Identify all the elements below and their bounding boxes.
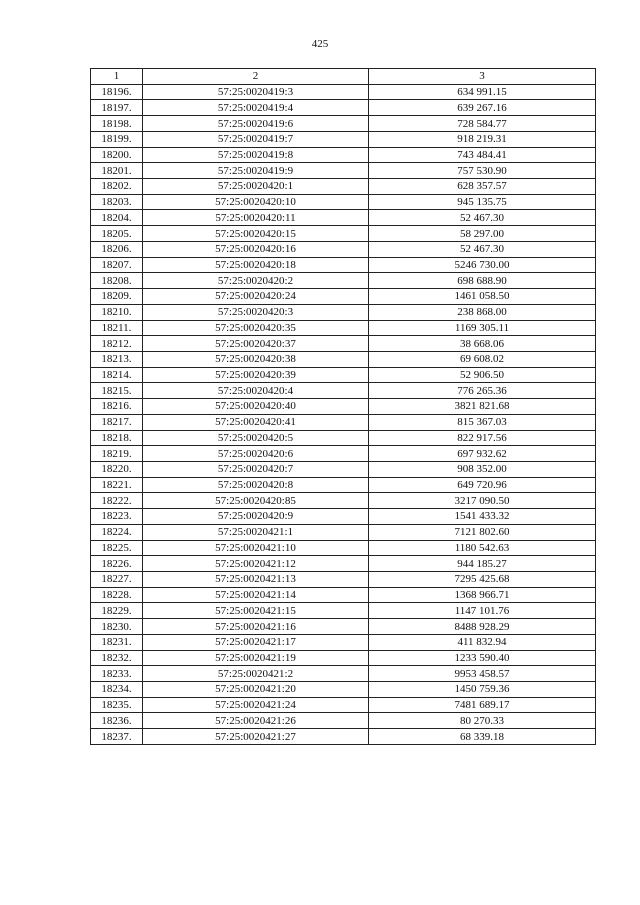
row-number-cell: 18199.: [91, 131, 143, 147]
table-row: [91, 336, 596, 352]
cadastral-number-cell: 57:25:0020420:37: [143, 336, 369, 352]
row-number-cell: 18216.: [91, 399, 143, 415]
value-cell: 58 297.00: [369, 226, 596, 242]
row-number-cell: 18207.: [91, 257, 143, 273]
table-row: [91, 634, 596, 650]
row-number-cell: 18234.: [91, 682, 143, 698]
value-cell: 52 467.30: [369, 241, 596, 257]
table-row: [91, 194, 596, 210]
table-row: [91, 430, 596, 446]
row-number-cell: 18215.: [91, 383, 143, 399]
row-number-cell: 18228.: [91, 587, 143, 603]
row-number-cell: 18219.: [91, 446, 143, 462]
cadastral-number-cell: 57:25:0020421:27: [143, 729, 369, 745]
table-row: [91, 100, 596, 116]
table-row: [91, 257, 596, 273]
table-row: [91, 446, 596, 462]
row-number-cell: 18227.: [91, 572, 143, 588]
value-cell: 411 832.94: [369, 634, 596, 650]
value-cell: 5246 730.00: [369, 257, 596, 273]
value-cell: 8488 928.29: [369, 619, 596, 635]
cadastral-number-cell: 57:25:0020421:19: [143, 650, 369, 666]
row-number-cell: 18220.: [91, 461, 143, 477]
table-row: [91, 179, 596, 195]
cadastral-number-cell: 57:25:0020421:14: [143, 587, 369, 603]
value-cell: 7121 802.60: [369, 524, 596, 540]
table-row: [91, 147, 596, 163]
value-cell: 52 906.50: [369, 367, 596, 383]
table-row: [91, 131, 596, 147]
cadastral-number-cell: 57:25:0020420:1: [143, 179, 369, 195]
row-number-cell: 18231.: [91, 634, 143, 650]
table-row: [91, 572, 596, 588]
table-row: [91, 477, 596, 493]
row-number-cell: 18197.: [91, 100, 143, 116]
value-cell: 80 270.33: [369, 713, 596, 729]
cadastral-number-cell: 57:25:0020421:1: [143, 524, 369, 540]
table-row: [91, 289, 596, 305]
table-row: [91, 116, 596, 132]
row-number-cell: 18205.: [91, 226, 143, 242]
value-cell: 38 668.06: [369, 336, 596, 352]
value-cell: 639 267.16: [369, 100, 596, 116]
row-number-cell: 18196.: [91, 84, 143, 100]
cadastral-number-cell: 57:25:0020420:85: [143, 493, 369, 509]
row-number-cell: 18232.: [91, 650, 143, 666]
cadastral-number-cell: 57:25:0020421:2: [143, 666, 369, 682]
value-cell: 1233 590.40: [369, 650, 596, 666]
table-row: [91, 682, 596, 698]
table-row: [91, 509, 596, 525]
cadastral-number-cell: 57:25:0020420:6: [143, 446, 369, 462]
row-number-cell: 18202.: [91, 179, 143, 195]
cadastral-number-cell: 57:25:0020421:10: [143, 540, 369, 556]
table-row: [91, 414, 596, 430]
table-row: [91, 241, 596, 257]
cadastral-number-cell: 57:25:0020420:38: [143, 351, 369, 367]
row-number-cell: 18218.: [91, 430, 143, 446]
cadastral-number-cell: 57:25:0020420:2: [143, 273, 369, 289]
table-row: [91, 729, 596, 745]
table-row: [91, 493, 596, 509]
cadastral-number-cell: 57:25:0020420:18: [143, 257, 369, 273]
value-cell: 697 932.62: [369, 446, 596, 462]
table-row: [91, 163, 596, 179]
value-cell: 908 352.00: [369, 461, 596, 477]
value-cell: 1541 433.32: [369, 509, 596, 525]
table-row: [91, 367, 596, 383]
row-number-cell: 18211.: [91, 320, 143, 336]
table-row: [91, 524, 596, 540]
value-cell: 628 357.57: [369, 179, 596, 195]
value-cell: 634 991.15: [369, 84, 596, 100]
value-cell: 698 688.90: [369, 273, 596, 289]
table-row: [91, 210, 596, 226]
value-cell: 649 720.96: [369, 477, 596, 493]
column-header-2: 2: [143, 69, 369, 85]
cadastral-number-cell: 57:25:0020421:26: [143, 713, 369, 729]
row-number-cell: 18225.: [91, 540, 143, 556]
cadastral-number-cell: 57:25:0020419:4: [143, 100, 369, 116]
row-number-cell: 18221.: [91, 477, 143, 493]
row-number-cell: 18209.: [91, 289, 143, 305]
cadastral-number-cell: 57:25:0020420:24: [143, 289, 369, 305]
value-cell: 1450 759.36: [369, 682, 596, 698]
value-cell: 918 219.31: [369, 131, 596, 147]
value-cell: 69 608.02: [369, 351, 596, 367]
table-row: [91, 351, 596, 367]
row-number-cell: 18198.: [91, 116, 143, 132]
row-number-cell: 18233.: [91, 666, 143, 682]
cadastral-number-cell: 57:25:0020421:24: [143, 697, 369, 713]
cadastral-number-cell: 57:25:0020420:41: [143, 414, 369, 430]
cadastral-number-cell: 57:25:0020419:6: [143, 116, 369, 132]
cadastral-value-table: [90, 68, 596, 745]
cadastral-number-cell: 57:25:0020420:10: [143, 194, 369, 210]
row-number-cell: 18226.: [91, 556, 143, 572]
table-row: [91, 383, 596, 399]
cadastral-number-cell: 57:25:0020421:16: [143, 619, 369, 635]
row-number-cell: 18230.: [91, 619, 143, 635]
value-cell: 1147 101.76: [369, 603, 596, 619]
table-row: [91, 84, 596, 100]
value-cell: 1461 058.50: [369, 289, 596, 305]
row-number-cell: 18203.: [91, 194, 143, 210]
row-number-cell: 18229.: [91, 603, 143, 619]
table-row: [91, 273, 596, 289]
value-cell: 3821 821.68: [369, 399, 596, 415]
cadastral-number-cell: 57:25:0020421:13: [143, 572, 369, 588]
table-row: [91, 540, 596, 556]
row-number-cell: 18222.: [91, 493, 143, 509]
cadastral-number-cell: 57:25:0020420:16: [143, 241, 369, 257]
cadastral-number-cell: 57:25:0020421:17: [143, 634, 369, 650]
value-cell: 68 339.18: [369, 729, 596, 745]
row-number-cell: 18206.: [91, 241, 143, 257]
value-cell: 52 467.30: [369, 210, 596, 226]
value-cell: 815 367.03: [369, 414, 596, 430]
row-number-cell: 18200.: [91, 147, 143, 163]
column-header-3: 3: [369, 69, 596, 85]
table-row: [91, 320, 596, 336]
row-number-cell: 18235.: [91, 697, 143, 713]
cadastral-number-cell: 57:25:0020421:12: [143, 556, 369, 572]
value-cell: 1169 305.11: [369, 320, 596, 336]
value-cell: 728 584.77: [369, 116, 596, 132]
cadastral-number-cell: 57:25:0020420:5: [143, 430, 369, 446]
value-cell: 9953 458.57: [369, 666, 596, 682]
value-cell: 822 917.56: [369, 430, 596, 446]
value-cell: 1180 542.63: [369, 540, 596, 556]
cadastral-number-cell: 57:25:0020421:20: [143, 682, 369, 698]
table-row: [91, 226, 596, 242]
cadastral-number-cell: 57:25:0020420:39: [143, 367, 369, 383]
row-number-cell: 18212.: [91, 336, 143, 352]
table-row: [91, 619, 596, 635]
table-header-row: [91, 69, 596, 85]
row-number-cell: 18213.: [91, 351, 143, 367]
row-number-cell: 18210.: [91, 304, 143, 320]
cadastral-number-cell: 57:25:0020420:35: [143, 320, 369, 336]
table-row: [91, 399, 596, 415]
cadastral-number-cell: 57:25:0020420:7: [143, 461, 369, 477]
value-cell: 3217 090.50: [369, 493, 596, 509]
cadastral-number-cell: 57:25:0020420:15: [143, 226, 369, 242]
cadastral-number-cell: 57:25:0020420:11: [143, 210, 369, 226]
value-cell: 7295 425.68: [369, 572, 596, 588]
row-number-cell: 18224.: [91, 524, 143, 540]
table-row: [91, 603, 596, 619]
value-cell: 776 265.36: [369, 383, 596, 399]
cadastral-number-cell: 57:25:0020419:3: [143, 84, 369, 100]
row-number-cell: 18236.: [91, 713, 143, 729]
value-cell: 944 185.27: [369, 556, 596, 572]
row-number-cell: 18223.: [91, 509, 143, 525]
table-row: [91, 713, 596, 729]
table-row: [91, 587, 596, 603]
cadastral-number-cell: 57:25:0020420:8: [143, 477, 369, 493]
row-number-cell: 18237.: [91, 729, 143, 745]
cadastral-number-cell: 57:25:0020420:4: [143, 383, 369, 399]
value-cell: 7481 689.17: [369, 697, 596, 713]
row-number-cell: 18208.: [91, 273, 143, 289]
row-number-cell: 18217.: [91, 414, 143, 430]
row-number-cell: 18204.: [91, 210, 143, 226]
cadastral-number-cell: 57:25:0020419:7: [143, 131, 369, 147]
value-cell: 1368 966.71: [369, 587, 596, 603]
value-cell: 238 868.00: [369, 304, 596, 320]
table-row: [91, 697, 596, 713]
table-body: [91, 84, 596, 744]
cadastral-number-cell: 57:25:0020421:15: [143, 603, 369, 619]
value-cell: 743 484.41: [369, 147, 596, 163]
table-row: [91, 556, 596, 572]
table-row: [91, 650, 596, 666]
table-row: [91, 666, 596, 682]
cadastral-number-cell: 57:25:0020420:9: [143, 509, 369, 525]
table-row: [91, 461, 596, 477]
cadastral-number-cell: 57:25:0020420:40: [143, 399, 369, 415]
row-number-cell: 18201.: [91, 163, 143, 179]
cadastral-number-cell: 57:25:0020420:3: [143, 304, 369, 320]
cadastral-number-cell: 57:25:0020419:8: [143, 147, 369, 163]
page-number: 425: [311, 38, 329, 50]
value-cell: 757 530.90: [369, 163, 596, 179]
value-cell: 945 135.75: [369, 194, 596, 210]
table-row: [91, 304, 596, 320]
row-number-cell: 18214.: [91, 367, 143, 383]
cadastral-number-cell: 57:25:0020419:9: [143, 163, 369, 179]
column-header-1: 1: [91, 69, 143, 85]
